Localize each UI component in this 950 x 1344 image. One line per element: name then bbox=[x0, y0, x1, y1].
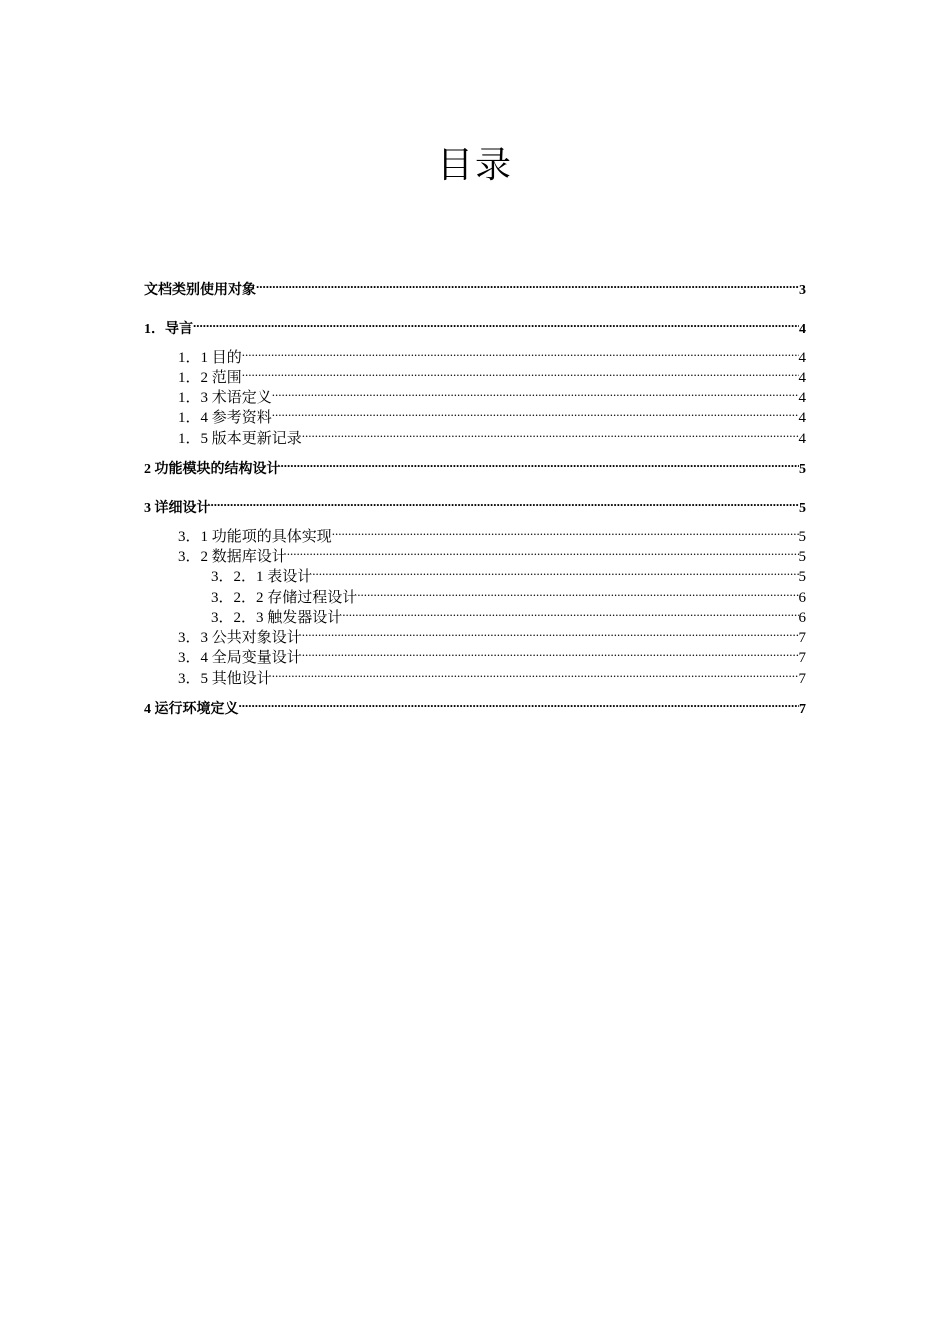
toc-entry-label: 3．5 其他设计 bbox=[178, 670, 272, 687]
toc-page-number: 4 bbox=[798, 390, 806, 407]
toc-entry-label: 3．2．1 表设计 bbox=[211, 569, 313, 586]
toc-dot-leader bbox=[332, 521, 799, 541]
toc-entry-label: 4 运行环境定义 bbox=[144, 702, 239, 718]
toc-page-number: 4 bbox=[799, 322, 806, 338]
toc-entry-label: 3．2．2 存储过程设计 bbox=[211, 589, 358, 606]
toc-entry-label: 2 功能模块的结构设计 bbox=[144, 462, 281, 478]
toc-page-number: 5 bbox=[799, 501, 806, 517]
table-of-contents bbox=[144, 274, 806, 718]
toc-entry-module-structure[interactable] bbox=[144, 453, 806, 478]
toc-entry-label: 3．2．3 触发器设计 bbox=[211, 609, 343, 626]
toc-entry-feature-implementation[interactable] bbox=[144, 521, 806, 545]
toc-entry-terminology[interactable] bbox=[144, 382, 806, 407]
toc-dot-leader bbox=[242, 342, 799, 362]
toc-page-number: 7 bbox=[798, 670, 806, 687]
toc-dot-leader bbox=[211, 492, 800, 512]
toc-entry-label: 1．3 术语定义 bbox=[178, 390, 272, 407]
toc-entry-label: 3．2 数据库设计 bbox=[178, 548, 287, 565]
toc-entry-table-design[interactable] bbox=[144, 561, 806, 586]
toc-page-number: 7 bbox=[799, 702, 806, 718]
toc-entry-label: 1．1 目的 bbox=[178, 349, 242, 366]
toc-dot-leader bbox=[342, 602, 798, 622]
toc-dot-leader bbox=[272, 382, 799, 402]
toc-entry-label: 文档类别使用对象 bbox=[144, 283, 256, 298]
toc-page-number: 5 bbox=[798, 528, 806, 545]
toc-entry-other-design[interactable] bbox=[144, 663, 806, 687]
toc-dot-leader bbox=[287, 541, 799, 561]
toc-entry-label: 1．4 参考资料 bbox=[178, 410, 272, 427]
toc-dot-leader bbox=[281, 453, 800, 473]
toc-entry-label: 1．导言 bbox=[144, 322, 193, 338]
toc-page-number: 4 bbox=[798, 410, 806, 427]
toc-dot-leader bbox=[302, 423, 799, 443]
toc-page-number: 6 bbox=[798, 589, 806, 606]
toc-dot-leader bbox=[272, 663, 799, 683]
toc-page-number: 4 bbox=[798, 430, 806, 447]
toc-page-number: 4 bbox=[798, 369, 806, 386]
toc-entry-trigger-design[interactable] bbox=[144, 602, 806, 626]
toc-dot-leader bbox=[302, 642, 799, 662]
toc-entry-document-audience[interactable] bbox=[144, 274, 806, 298]
toc-entry-scope[interactable] bbox=[144, 362, 806, 386]
toc-dot-leader bbox=[357, 582, 798, 602]
toc-page-number: 7 bbox=[798, 650, 806, 667]
toc-entry-common-object-design[interactable] bbox=[144, 622, 806, 647]
toc-dot-leader bbox=[242, 362, 799, 382]
toc-entry-detailed-design[interactable] bbox=[144, 492, 806, 517]
toc-dot-leader bbox=[239, 693, 800, 713]
toc-dot-leader bbox=[272, 402, 799, 422]
toc-entry-stored-procedure-design[interactable] bbox=[144, 582, 806, 606]
toc-page-number: 6 bbox=[798, 609, 806, 626]
toc-entry-label: 3．3 公共对象设计 bbox=[178, 630, 302, 647]
toc-entry-references[interactable] bbox=[144, 402, 806, 427]
toc-entry-label: 3．4 全局变量设计 bbox=[178, 650, 302, 667]
toc-entry-label: 1．2 范围 bbox=[178, 369, 242, 386]
toc-entry-database-design[interactable] bbox=[144, 541, 806, 565]
toc-entry-runtime-environment[interactable] bbox=[144, 693, 806, 718]
toc-dot-leader bbox=[312, 561, 798, 581]
toc-page-number: 3 bbox=[799, 283, 806, 298]
toc-entry-introduction[interactable] bbox=[144, 313, 806, 338]
toc-dot-leader bbox=[302, 622, 799, 642]
toc-page-number: 5 bbox=[798, 548, 806, 565]
toc-dot-leader bbox=[193, 313, 799, 333]
toc-page-number: 4 bbox=[798, 349, 806, 366]
page-title: 目录 bbox=[436, 145, 513, 185]
toc-entry-version-history[interactable] bbox=[144, 423, 806, 447]
toc-entry-label: 3 详细设计 bbox=[144, 501, 211, 517]
toc-dot-leader bbox=[256, 274, 799, 294]
toc-entry-label: 3．1 功能项的具体实现 bbox=[178, 528, 332, 545]
toc-page-number: 5 bbox=[799, 462, 806, 478]
toc-entry-purpose[interactable] bbox=[144, 342, 806, 366]
toc-entry-global-variable-design[interactable] bbox=[144, 642, 806, 667]
toc-entry-label: 1．5 版本更新记录 bbox=[178, 430, 302, 447]
toc-page-number: 7 bbox=[798, 630, 806, 647]
toc-page-number: 5 bbox=[798, 569, 806, 586]
